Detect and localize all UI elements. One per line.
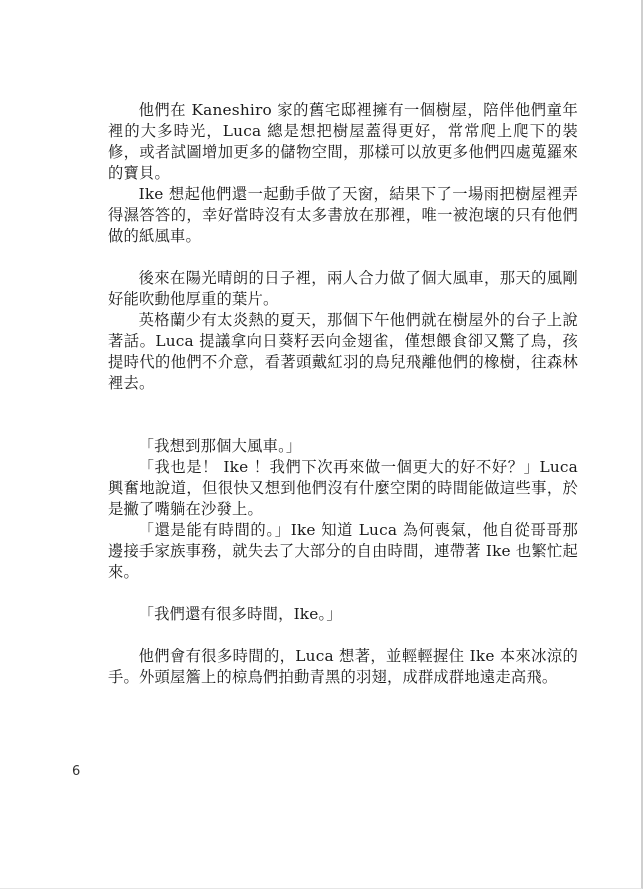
dialog-line-ike: 「還是能有時間的。」Ike 知道 Luca 為何喪氣，他自從哥哥那邊接手家族事務，就失去了大部分的自由時間，連帶著 Ike 也繁忙起來。 <box>108 521 578 581</box>
paragraph-gap <box>108 247 578 268</box>
dialog-line-luca: 「我也是！ Ike ！我們下次再來做一個更大的好不好？」Luca 興奮地說道，但很快又想到他們沒有什麼空閑的時間能做這些事，於是撇了嘴躺在沙發上。 <box>108 458 578 518</box>
paragraph-skylight: Ike 想起他們還一起動手做了天窗，結果下了一場雨把樹屋裡弄得濕答答的，幸好當時沒有太多書放在那裡，唯一被泡壞的只有他們做的紙風車。 <box>108 185 578 245</box>
paragraph-ending: 他們會有很多時間的，Luca 想著，並輕輕握住 Ike 本來冰涼的手。外頭屋簷上的椋鳥們拍動青黑的羽翅，成群成群地遠走高飛。 <box>108 647 578 686</box>
paragraph-gap <box>108 583 578 604</box>
dialog-line-time: 「我們還有很多時間，Ike。」 <box>138 605 342 623</box>
paragraph-treehouse: 他們在 Kaneshiro 家的舊宅邸裡擁有一個樹屋，陪伴他們童年裡的大多時光，Luca 總是想把樹屋蓋得更好，常常爬上爬下的裝修，或者試圖增加更多的儲物空間，那樣可以放更多他們四處蒐羅來的寶貝。 <box>108 101 578 182</box>
paragraph-gap <box>108 625 578 646</box>
paragraph-summer: 英格蘭少有太炎熱的夏天，那個下午他們就在樹屋外的台子上說著話。Luca 提議拿向日葵籽丟向金翅雀，僅想餵食卻又驚了鳥，孩提時代的他們不介意，看著頭戴紅羽的鳥兒飛離他們的橡樹，往森林裡去。 <box>108 311 578 392</box>
story-text <box>108 100 578 688</box>
page-number: 6 <box>72 764 81 779</box>
dialog-line-windmill: 「我想到那個大風車。」 <box>138 437 302 455</box>
section-gap <box>108 394 578 436</box>
paragraph-windmill: 後來在陽光晴朗的日子裡，兩人合力做了個大風車，那天的風剛好能吹動他厚重的葉片。 <box>108 269 578 308</box>
